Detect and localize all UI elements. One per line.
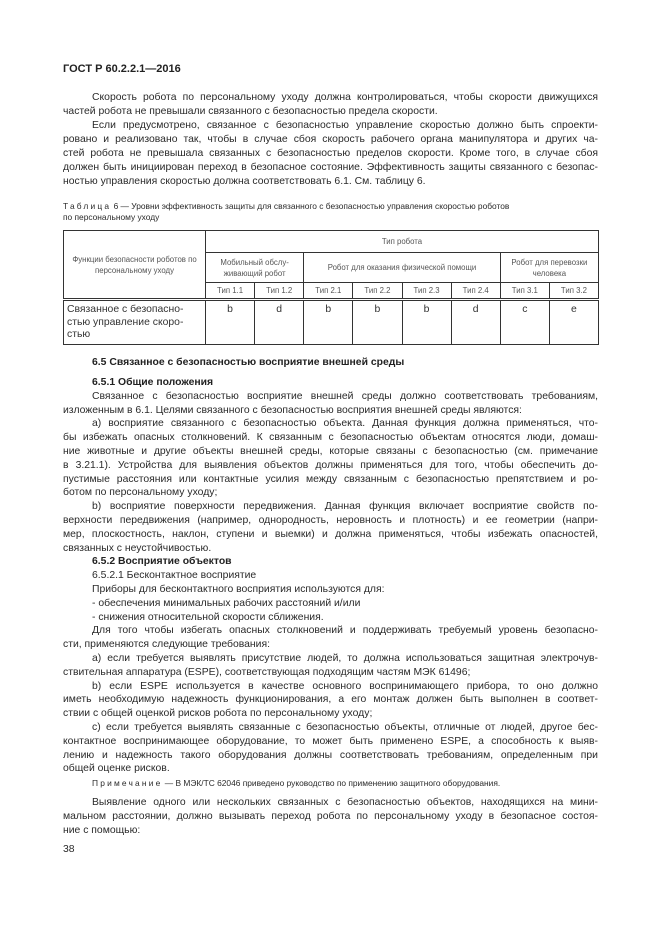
paragraph-line: Для того чтобы избегать опасных столкновений и поддерживать требуемый уровень безопасно-	[92, 625, 598, 637]
type-header: Тип 2.1	[304, 283, 353, 300]
row-function: Связанное с безопасно-стью управление скоро-стью	[64, 300, 206, 345]
caption-text: 6 — Уровни эффективность защиты для связанного с безопасностью управления скоростью роботов	[111, 201, 510, 211]
group-physical-assist: Робот для оказания физической помощи	[304, 253, 501, 283]
type-header: Тип 2.4	[451, 283, 500, 300]
paragraph-line: лению и надежность такого оборудования должны соответствовать требованиям, определенным при	[63, 749, 598, 761]
row-value: b	[402, 300, 451, 345]
paragraph-line: мальном расстоянии, должно вызывать переход робота по персональному уходу в безопасное состоя-	[63, 811, 598, 822]
paragraph-line: Связанное с безопасностью восприятие внешней среды должно соответствовать требованиям,	[92, 390, 598, 402]
paragraph-line: должен быть инициирован переход в безопасное состояние. Эффективность защиты связанного с безопас-	[63, 162, 598, 173]
group-mobile: Мобильный обслу-живающий робот	[206, 253, 304, 283]
caption-label: Таблица	[63, 201, 112, 211]
paragraph-line: b) если ESPE используется в качестве основного воспринимающего прибора, то оно должно	[92, 680, 598, 692]
paragraph-line: пустимые расстояния или контактные усилия между связанным с безопасностью препятствием и ро-	[63, 473, 598, 485]
paragraph-line: стей робота не превышала связанных с безопасностью пределов скорости. Кроме того, в случае сбоя	[63, 148, 598, 159]
paragraph-line: верхности передвижения (например, однородность, неровность и плотность) и ее геометрии (напри-	[63, 514, 598, 526]
col-header-functions: Функции безопасности роботов по персональному уходу	[64, 231, 206, 300]
paragraph-line: - обеспечения минимальных рабочих расстояний и/или	[92, 597, 361, 609]
final-paragraph	[63, 796, 598, 838]
type-header: Тип 1.2	[255, 283, 304, 300]
paragraph-line: бы избежать опасных столкновений. К связанным с безопасностью объектам относятся люди, домаш-	[63, 432, 598, 444]
paragraph-line: в 3.21.1). Устройства для выявления объектов должны применяться для того, чтобы обеспечить до-	[63, 459, 598, 471]
paragraph-line: Если предусмотрено, связанное с безопасностью управление скоростью должно быть спроекти-	[92, 120, 598, 131]
paragraph-line: мер, плоскостность, наклон, ступени и выемки) и должна применяться, чтобы избежать опасностей,	[63, 528, 598, 540]
paragraph-line: ствительная аппаратура (ESPE), соответствующая подходящим частям МЭК 61496;	[63, 666, 471, 678]
row-value: b	[304, 300, 353, 345]
type-header: Тип 2.3	[402, 283, 451, 300]
row-value: b	[353, 300, 402, 345]
paragraph-line: a) если требуется выявлять присутствие людей, то должна использоваться защитная электрочув-	[92, 652, 598, 664]
paragraph-line: частей робота не превышали связанного с безопасностью предела скорости.	[63, 106, 438, 117]
paragraph-line: 6.5.2.1 Бесконтактное восприятие	[92, 570, 257, 582]
type-header: Тип 3.1	[500, 283, 549, 300]
paragraph-line: a) восприятие связанного с безопасностью объекта. Данная функция должна применяться, что-	[92, 418, 598, 430]
heading-text: 6.5 Связанное с безопасностью восприятие внешней среды	[92, 357, 405, 368]
section-heading: 6.5.2 Восприятие объектов	[92, 556, 232, 568]
paragraph-line: c) если требуется выявлять связанные с безопасностью объекты, отличные от людей, другое бес-	[92, 721, 598, 733]
note	[63, 778, 598, 788]
paragraph-line: иметь необходимую надежность функционирования, а его монтаж должен быть выполнен в соответ-	[63, 694, 598, 706]
type-header: Тип 2.2	[353, 283, 402, 300]
type-header: Тип 1.1	[206, 283, 255, 300]
row-value: e	[549, 300, 598, 345]
table-row	[64, 300, 599, 345]
document-header: ГОСТ Р 60.2.2.1—2016	[63, 63, 181, 75]
paragraph-line: связанных с неустойчивостью.	[63, 542, 212, 554]
paragraph-line: Выявление одного или нескольких связанных с безопасностью объектов, находящихся на мини-	[92, 797, 598, 808]
paragraph-line: ние с помощью:	[63, 825, 141, 836]
paragraph-line: ботом по персональному уходу;	[63, 487, 218, 499]
row-value: d	[255, 300, 304, 345]
paragraph-line: ние животные и другие объекты внешней среды, которые связаны с безопасностью (см. примечание	[63, 445, 598, 457]
type-header: Тип 3.2	[549, 283, 598, 300]
paragraph-line: - снижения относительной скорости сближения.	[92, 611, 324, 623]
group-person-carrier: Робот для перевозки человека	[500, 253, 598, 283]
page-number: 38	[63, 844, 75, 855]
paragraph-line: изложенным в 6.1. Целями связанного с безопасностью восприятия внешней среды являются:	[63, 404, 522, 416]
section-6-5-heading	[63, 356, 598, 370]
paragraph-line: ствии с общей оценкой рисков робота по персональному уходу;	[63, 708, 373, 720]
intro-section	[63, 91, 598, 189]
paragraph-line: b) восприятие поверхности передвижения. Данная функция включает восприятие свойств по-	[92, 501, 598, 513]
table-6	[63, 230, 599, 345]
paragraph-line: контактное воспринимающее оборудование, то может быть применено ESPE, а способность к выяв-	[63, 735, 598, 747]
row-value: c	[500, 300, 549, 345]
caption-text-line2: по персональному уходу	[63, 212, 160, 222]
group-header-robot-type: Тип робота	[206, 231, 599, 253]
row-value: b	[206, 300, 255, 345]
note-label: Примечание	[92, 778, 163, 788]
section-6-5-body	[63, 376, 598, 776]
section-heading: 6.5.1 Общие положения	[92, 377, 214, 388]
paragraph-line: общей оценке рисков.	[63, 763, 170, 775]
paragraph-line: ностью управления скоростью должна соответствовать 6.1. См. таблицу 6.	[63, 176, 426, 187]
paragraph-line: сти, применяются следующие требования:	[63, 639, 270, 651]
note-text: — В МЭК/ТС 62046 приведено руководство по применению защитного оборудования.	[162, 778, 501, 788]
paragraph-line: ровано и реализовано так, чтобы в случае сбоя скорость рабочего органа манипулятора и других ча-	[63, 134, 598, 145]
paragraph-line: Скорость робота по персональному уходу должна контролироваться, чтобы скорости движущихся	[92, 92, 598, 103]
table-caption	[63, 201, 598, 223]
row-value: d	[451, 300, 500, 345]
paragraph-line: Приборы для бесконтактного восприятия используются для:	[92, 583, 385, 595]
